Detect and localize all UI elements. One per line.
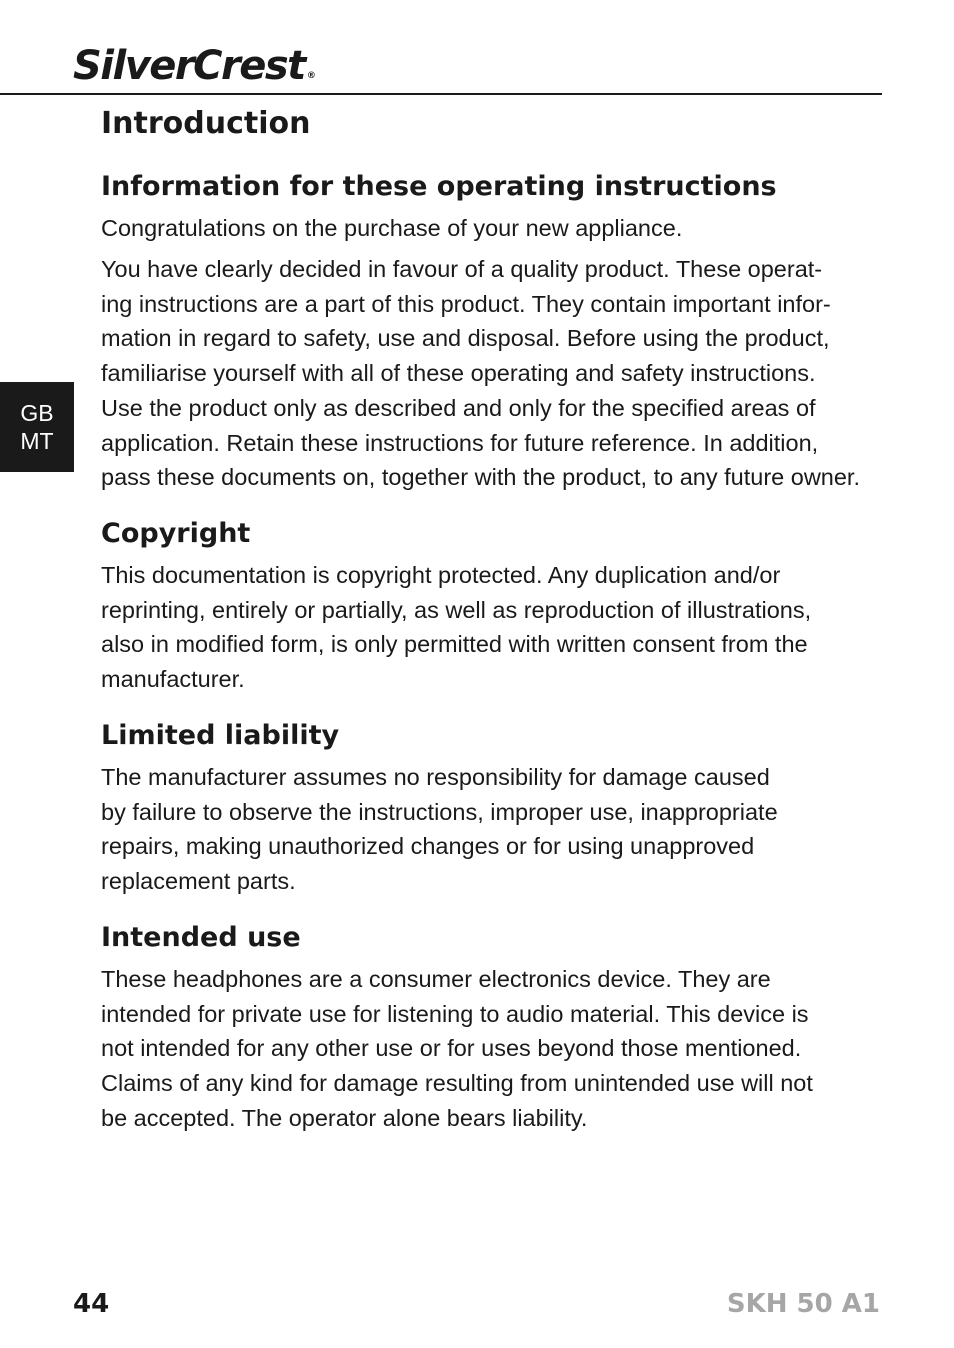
- page-number: 44: [73, 1289, 110, 1319]
- header-rule: [0, 93, 882, 95]
- brand-name: SilverCrest: [73, 43, 305, 89]
- page-title: Introduction: [101, 106, 311, 141]
- section-heading-intended-use: Intended use: [101, 922, 301, 953]
- registered-mark: ®: [306, 71, 316, 81]
- brand-logo: [73, 40, 314, 92]
- paragraph-limited-liability: The manufacturer assumes no responsibility for damage caused by failure to observe the instructions, improper use, inappropriate repairs, making unauthorized changes or for using unapproved replacement parts.: [101, 764, 778, 895]
- model-number: SKH 50 A1: [726, 1289, 880, 1319]
- language-code-gb: GB: [20, 400, 54, 426]
- paragraph-copyright: This documentation is copyright protected. Any duplication and/or reprinting, entirely or partially, as well as reproduction of illustrations, also in modified form, is only permitted with written consent from the manufacturer.: [101, 562, 812, 693]
- paragraph-quality-product: You have clearly decided in favour of a quality product. These operat- ing instructions are a part of this product. They contain important infor- mation in regard to safety, use and disposal. Before using the product, familiarise yourself with all of these operating and safety instructions. Use the product only as described and only for the specified areas of application. Retain these instructions for future reference. In addition, pass these documents on, together with the product, to any future owner.: [101, 256, 860, 491]
- section-heading-limited-liability: Limited liability: [101, 720, 340, 751]
- section-heading-information: Information for these operating instructions: [101, 171, 777, 202]
- paragraph-congratulations: Congratulations on the purchase of your new appliance.: [101, 215, 683, 241]
- section-heading-copyright: Copyright: [101, 518, 251, 549]
- language-code-mt: MT: [20, 428, 54, 454]
- paragraph-intended-use: These headphones are a consumer electronics device. They are intended for private use for listening to audio material. This device is not intended for any other use or for uses beyond those mentioned. Claims of any kind for damage resulting from unintended use will not be accepted. The operator alone bears liability.: [101, 966, 813, 1131]
- language-tab: [0, 382, 74, 472]
